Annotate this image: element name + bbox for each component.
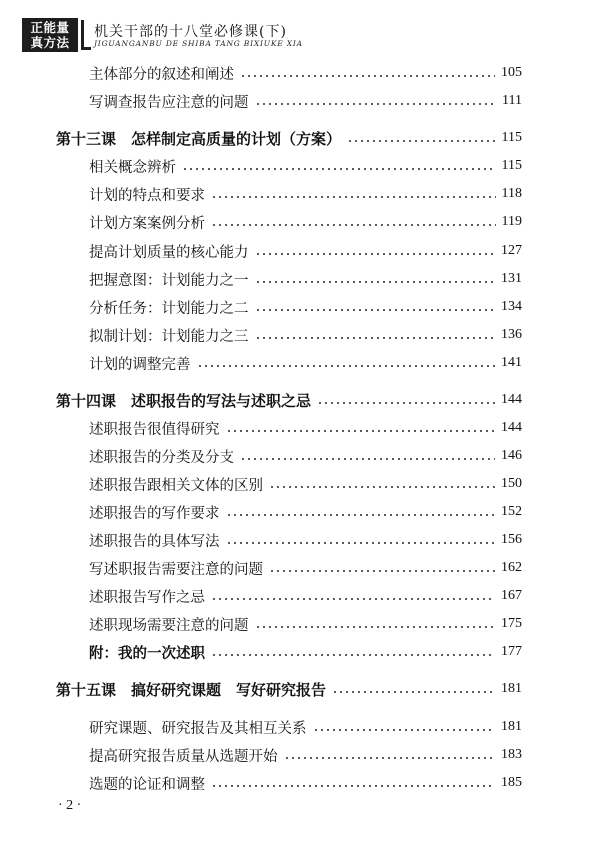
toc-entry — [0, 211, 596, 233]
dot-leader — [226, 542, 496, 544]
entry-page-number: 134 — [501, 299, 522, 314]
series-badge — [22, 18, 78, 52]
book-title: 机关干部的十八堂必修课(下) — [94, 24, 287, 40]
toc-entry — [0, 296, 596, 318]
entry-title: 拟制计划：计划能力之三 — [89, 328, 249, 345]
toc-entry — [0, 716, 596, 738]
entry-title: 主体部分的叙述和阐述 — [89, 66, 234, 83]
dot-leader — [255, 626, 496, 628]
badge-line-2: 真方法 — [30, 35, 70, 50]
entry-title: 述职现场需要注意的问题 — [89, 617, 249, 634]
entry-page-number: 177 — [501, 644, 522, 659]
entry-page-number: 146 — [501, 448, 522, 463]
dot-leader — [255, 281, 496, 283]
entry-title: 写述职报告需要注意的问题 — [89, 561, 263, 578]
entry-title: 提高计划质量的核心能力 — [89, 244, 249, 261]
dot-leader — [211, 224, 496, 226]
toc-chapter-entry — [0, 389, 596, 411]
entry-page-number: 162 — [501, 560, 522, 575]
entry-page-number: 144 — [501, 392, 522, 407]
entry-title: 述职报告很值得研究 — [89, 421, 220, 438]
entry-page-number: 136 — [501, 327, 522, 342]
entry-page-number: 183 — [501, 747, 522, 762]
entry-title: 选题的论证和调整 — [89, 776, 205, 793]
dot-leader — [255, 103, 497, 105]
entry-page-number: 167 — [501, 588, 522, 603]
dot-leader — [255, 253, 496, 255]
entry-title: 提高研究报告质量从选题开始 — [89, 748, 278, 765]
toc-entry — [0, 417, 596, 439]
entry-page-number: 152 — [501, 504, 522, 519]
entry-title: 相关概念辨析 — [89, 159, 176, 176]
entry-title: 计划方案案例分析 — [89, 215, 205, 232]
toc-entry — [0, 155, 596, 177]
dot-leader — [182, 168, 496, 170]
dot-leader — [211, 654, 495, 656]
toc-entry — [0, 772, 596, 794]
toc-entry — [0, 352, 596, 374]
badge-line-1: 正能量 — [30, 20, 70, 35]
dot-leader — [197, 365, 496, 367]
entry-page-number: 118 — [501, 186, 522, 201]
entry-page-number: 115 — [501, 130, 522, 145]
entry-title: 述职报告的具体写法 — [89, 533, 220, 550]
entry-page-number: 185 — [501, 775, 522, 790]
entry-page-number: 141 — [501, 355, 522, 370]
toc-entry — [0, 324, 596, 346]
dot-leader — [332, 691, 495, 693]
toc-entry — [0, 445, 596, 467]
dot-leader — [269, 570, 495, 572]
entry-title: 述职报告写作之忌 — [89, 589, 205, 606]
toc-entry — [0, 585, 596, 607]
entry-page-number: 105 — [501, 65, 522, 80]
running-header — [22, 18, 582, 54]
toc-entry — [0, 62, 596, 84]
dot-leader — [240, 75, 495, 77]
toc-chapter-entry — [0, 678, 596, 700]
dot-leader — [211, 785, 495, 787]
entry-page-number: 119 — [501, 214, 522, 229]
entry-page-number: 111 — [502, 93, 522, 108]
toc-entry — [0, 240, 596, 262]
toc-entry — [0, 268, 596, 290]
toc-entry — [0, 183, 596, 205]
entry-page-number: 144 — [501, 420, 522, 435]
entry-page-number: 181 — [501, 681, 522, 696]
dot-leader — [211, 598, 495, 600]
dot-leader — [317, 402, 495, 404]
entry-page-number: 181 — [501, 719, 522, 734]
dot-leader — [347, 140, 496, 142]
entry-title: 第十四课 述职报告的写法与述职之忌 — [56, 391, 312, 410]
entry-title: 写调查报告应注意的问题 — [89, 94, 249, 111]
entry-title: 第十五课 搞好研究课题 写好研究报告 — [56, 680, 327, 699]
entry-title: 第十三课 怎样制定高质量的计划（方案） — [56, 129, 342, 148]
dot-leader — [255, 337, 496, 339]
dot-leader — [255, 309, 496, 311]
toc-entry — [0, 529, 596, 551]
dot-leader — [313, 729, 496, 731]
dot-leader — [284, 757, 496, 759]
toc-entry — [0, 501, 596, 523]
dot-leader — [240, 458, 495, 460]
toc-entry — [0, 557, 596, 579]
entry-page-number: 150 — [501, 476, 522, 491]
dot-leader — [226, 430, 496, 432]
entry-title: 把握意图：计划能力之一 — [89, 272, 249, 289]
dot-leader — [226, 514, 496, 516]
bracket-mark — [81, 20, 91, 50]
entry-title: 分析任务：计划能力之二 — [89, 300, 249, 317]
entry-title: 研究课题、研究报告及其相互关系 — [89, 720, 307, 737]
dot-leader — [211, 196, 496, 198]
toc-entry — [0, 90, 596, 112]
entry-title: 附：我的一次述职 — [89, 644, 205, 662]
dot-leader — [269, 486, 495, 488]
entry-title: 计划的特点和要求 — [89, 187, 205, 204]
toc-entry — [0, 613, 596, 635]
entry-page-number: 131 — [501, 271, 522, 286]
toc-entry — [0, 744, 596, 766]
entry-title: 述职报告的写作要求 — [89, 505, 220, 522]
entry-title: 述职报告跟相关文体的区别 — [89, 477, 263, 494]
book-subtitle: JIGUANGANBU DE SHIBA TANG BIXIUKE XIA — [94, 39, 303, 48]
entry-title: 述职报告的分类及分支 — [89, 449, 234, 466]
toc-entry — [0, 473, 596, 495]
entry-page-number: 127 — [501, 243, 522, 258]
entry-title: 计划的调整完善 — [89, 356, 191, 373]
toc-entry — [0, 641, 596, 663]
entry-page-number: 115 — [501, 158, 522, 173]
entry-page-number: 156 — [501, 532, 522, 547]
page-number: · 2 · — [58, 798, 82, 813]
entry-page-number: 175 — [501, 616, 522, 631]
toc-chapter-entry — [0, 127, 596, 149]
